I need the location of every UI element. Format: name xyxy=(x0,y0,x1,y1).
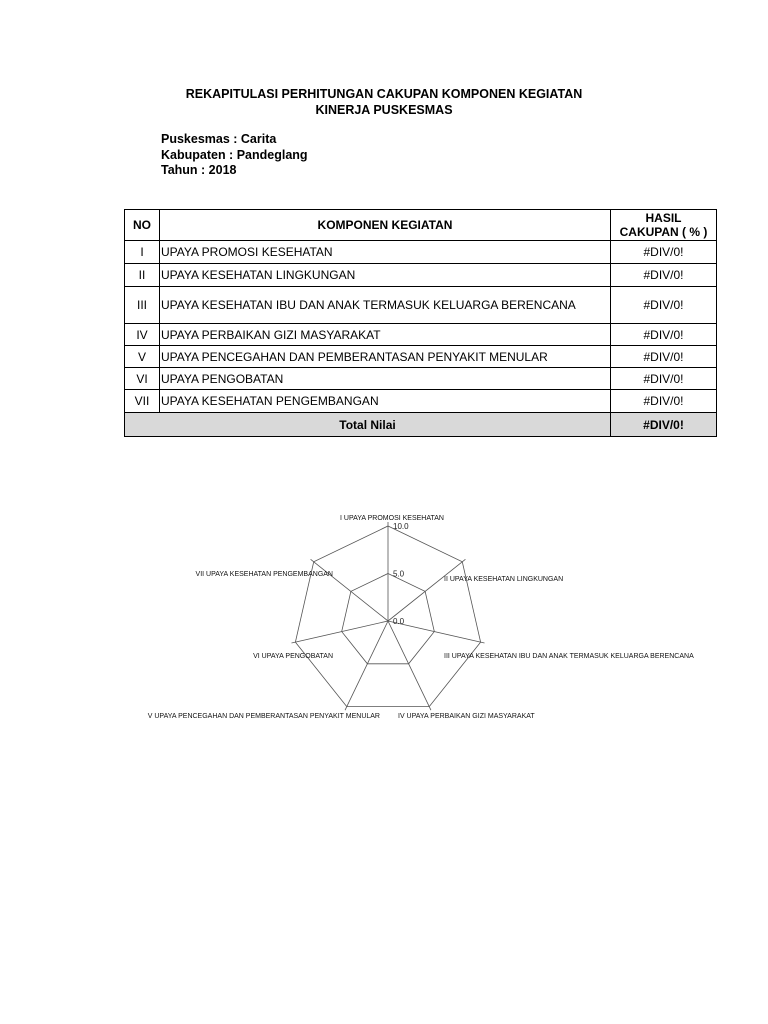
radar-tick xyxy=(462,559,465,561)
row-name: UPAYA KESEHATAN LINGKUNGAN xyxy=(160,264,611,287)
row-value: #DIV/0! xyxy=(611,241,717,264)
radar-category-label: III UPAYA KESEHATAN IBU DAN ANAK TERMASUK KELUARGA BERENCANA xyxy=(444,653,694,660)
row-name: UPAYA PROMOSI KESEHATAN xyxy=(160,241,611,264)
table-row xyxy=(125,264,717,287)
row-no: III xyxy=(125,287,160,324)
row-name: UPAYA PENCEGAHAN DAN PEMBERANTASAN PENYAKIT MENULAR xyxy=(160,346,611,368)
row-value: #DIV/0! xyxy=(611,346,717,368)
table-row xyxy=(125,390,717,413)
table-row xyxy=(125,324,717,346)
row-value: #DIV/0! xyxy=(611,287,717,324)
radar-tick xyxy=(429,707,431,711)
row-name: UPAYA PENGOBATAN xyxy=(160,368,611,390)
row-no: IV xyxy=(125,324,160,346)
radar-tick xyxy=(291,642,295,643)
row-value: #DIV/0! xyxy=(611,324,717,346)
radar-category-label: VI UPAYA PENGOBATAN xyxy=(253,653,333,660)
table-row xyxy=(125,368,717,390)
header-no: NO xyxy=(125,210,160,241)
radar-category-label: IV UPAYA PERBAIKAN GIZI MASYARAKAT xyxy=(398,713,535,720)
radar-tick xyxy=(311,559,314,561)
row-value: #DIV/0! xyxy=(611,264,717,287)
radar-axis-tick-label: 0.0 xyxy=(393,617,405,626)
table-row xyxy=(125,346,717,368)
table-row xyxy=(125,241,717,264)
table-header-row xyxy=(125,210,717,241)
radar-axis-tick-label: 10.0 xyxy=(393,522,409,531)
total-label: Total Nilai xyxy=(125,413,611,437)
row-no: VI xyxy=(125,368,160,390)
table-row xyxy=(125,287,717,324)
radar-tick xyxy=(481,642,485,643)
radar-category-label: VII UPAYA KESEHATAN PENGEMBANGAN xyxy=(195,571,333,578)
header-hasil-line2: CAKUPAN ( % ) xyxy=(619,225,708,239)
radar-category-label: V UPAYA PENCEGAHAN DAN PEMBERANTASAN PENYAKIT MENULAR xyxy=(147,713,380,720)
rekap-table xyxy=(124,209,717,437)
header-hasil-line1: HASIL xyxy=(645,211,682,225)
radar-chart xyxy=(0,500,768,740)
total-value: #DIV/0! xyxy=(611,413,717,437)
total-row xyxy=(125,413,717,437)
tahun-label: Tahun : 2018 xyxy=(161,163,237,177)
kabupaten-label: Kabupaten : Pandeglang xyxy=(161,147,308,162)
row-no: V xyxy=(125,346,160,368)
header-hasil xyxy=(611,210,717,241)
radar-category-label: I UPAYA PROMOSI KESEHATAN xyxy=(340,515,444,522)
radar-axis-tick-label: 5.0 xyxy=(393,569,405,579)
row-no: VII xyxy=(125,390,160,413)
row-no: II xyxy=(125,264,160,287)
report-title-line2: KINERJA PUSKESMAS xyxy=(315,103,453,117)
header-komponen: KOMPONEN KEGIATAN xyxy=(160,210,611,241)
row-name: UPAYA PERBAIKAN GIZI MASYARAKAT xyxy=(160,324,611,346)
row-no: I xyxy=(125,241,160,264)
report-info xyxy=(161,132,308,179)
row-value: #DIV/0! xyxy=(611,368,717,390)
radar-spoke xyxy=(295,621,388,642)
report-title xyxy=(0,86,768,118)
row-value: #DIV/0! xyxy=(611,390,717,413)
row-name: UPAYA KESEHATAN IBU DAN ANAK TERMASUK KELUARGA BERENCANA xyxy=(160,287,611,324)
radar-category-label: II UPAYA KESEHATAN LINGKUNGAN xyxy=(444,576,564,583)
puskesmas-label: Puskesmas : Carita xyxy=(161,132,277,146)
row-name: UPAYA KESEHATAN PENGEMBANGAN xyxy=(160,390,611,413)
radar-tick xyxy=(345,707,347,711)
report-title-line1: REKAPITULASI PERHITUNGAN CAKUPAN KOMPONEN KEGIATAN xyxy=(185,87,583,101)
